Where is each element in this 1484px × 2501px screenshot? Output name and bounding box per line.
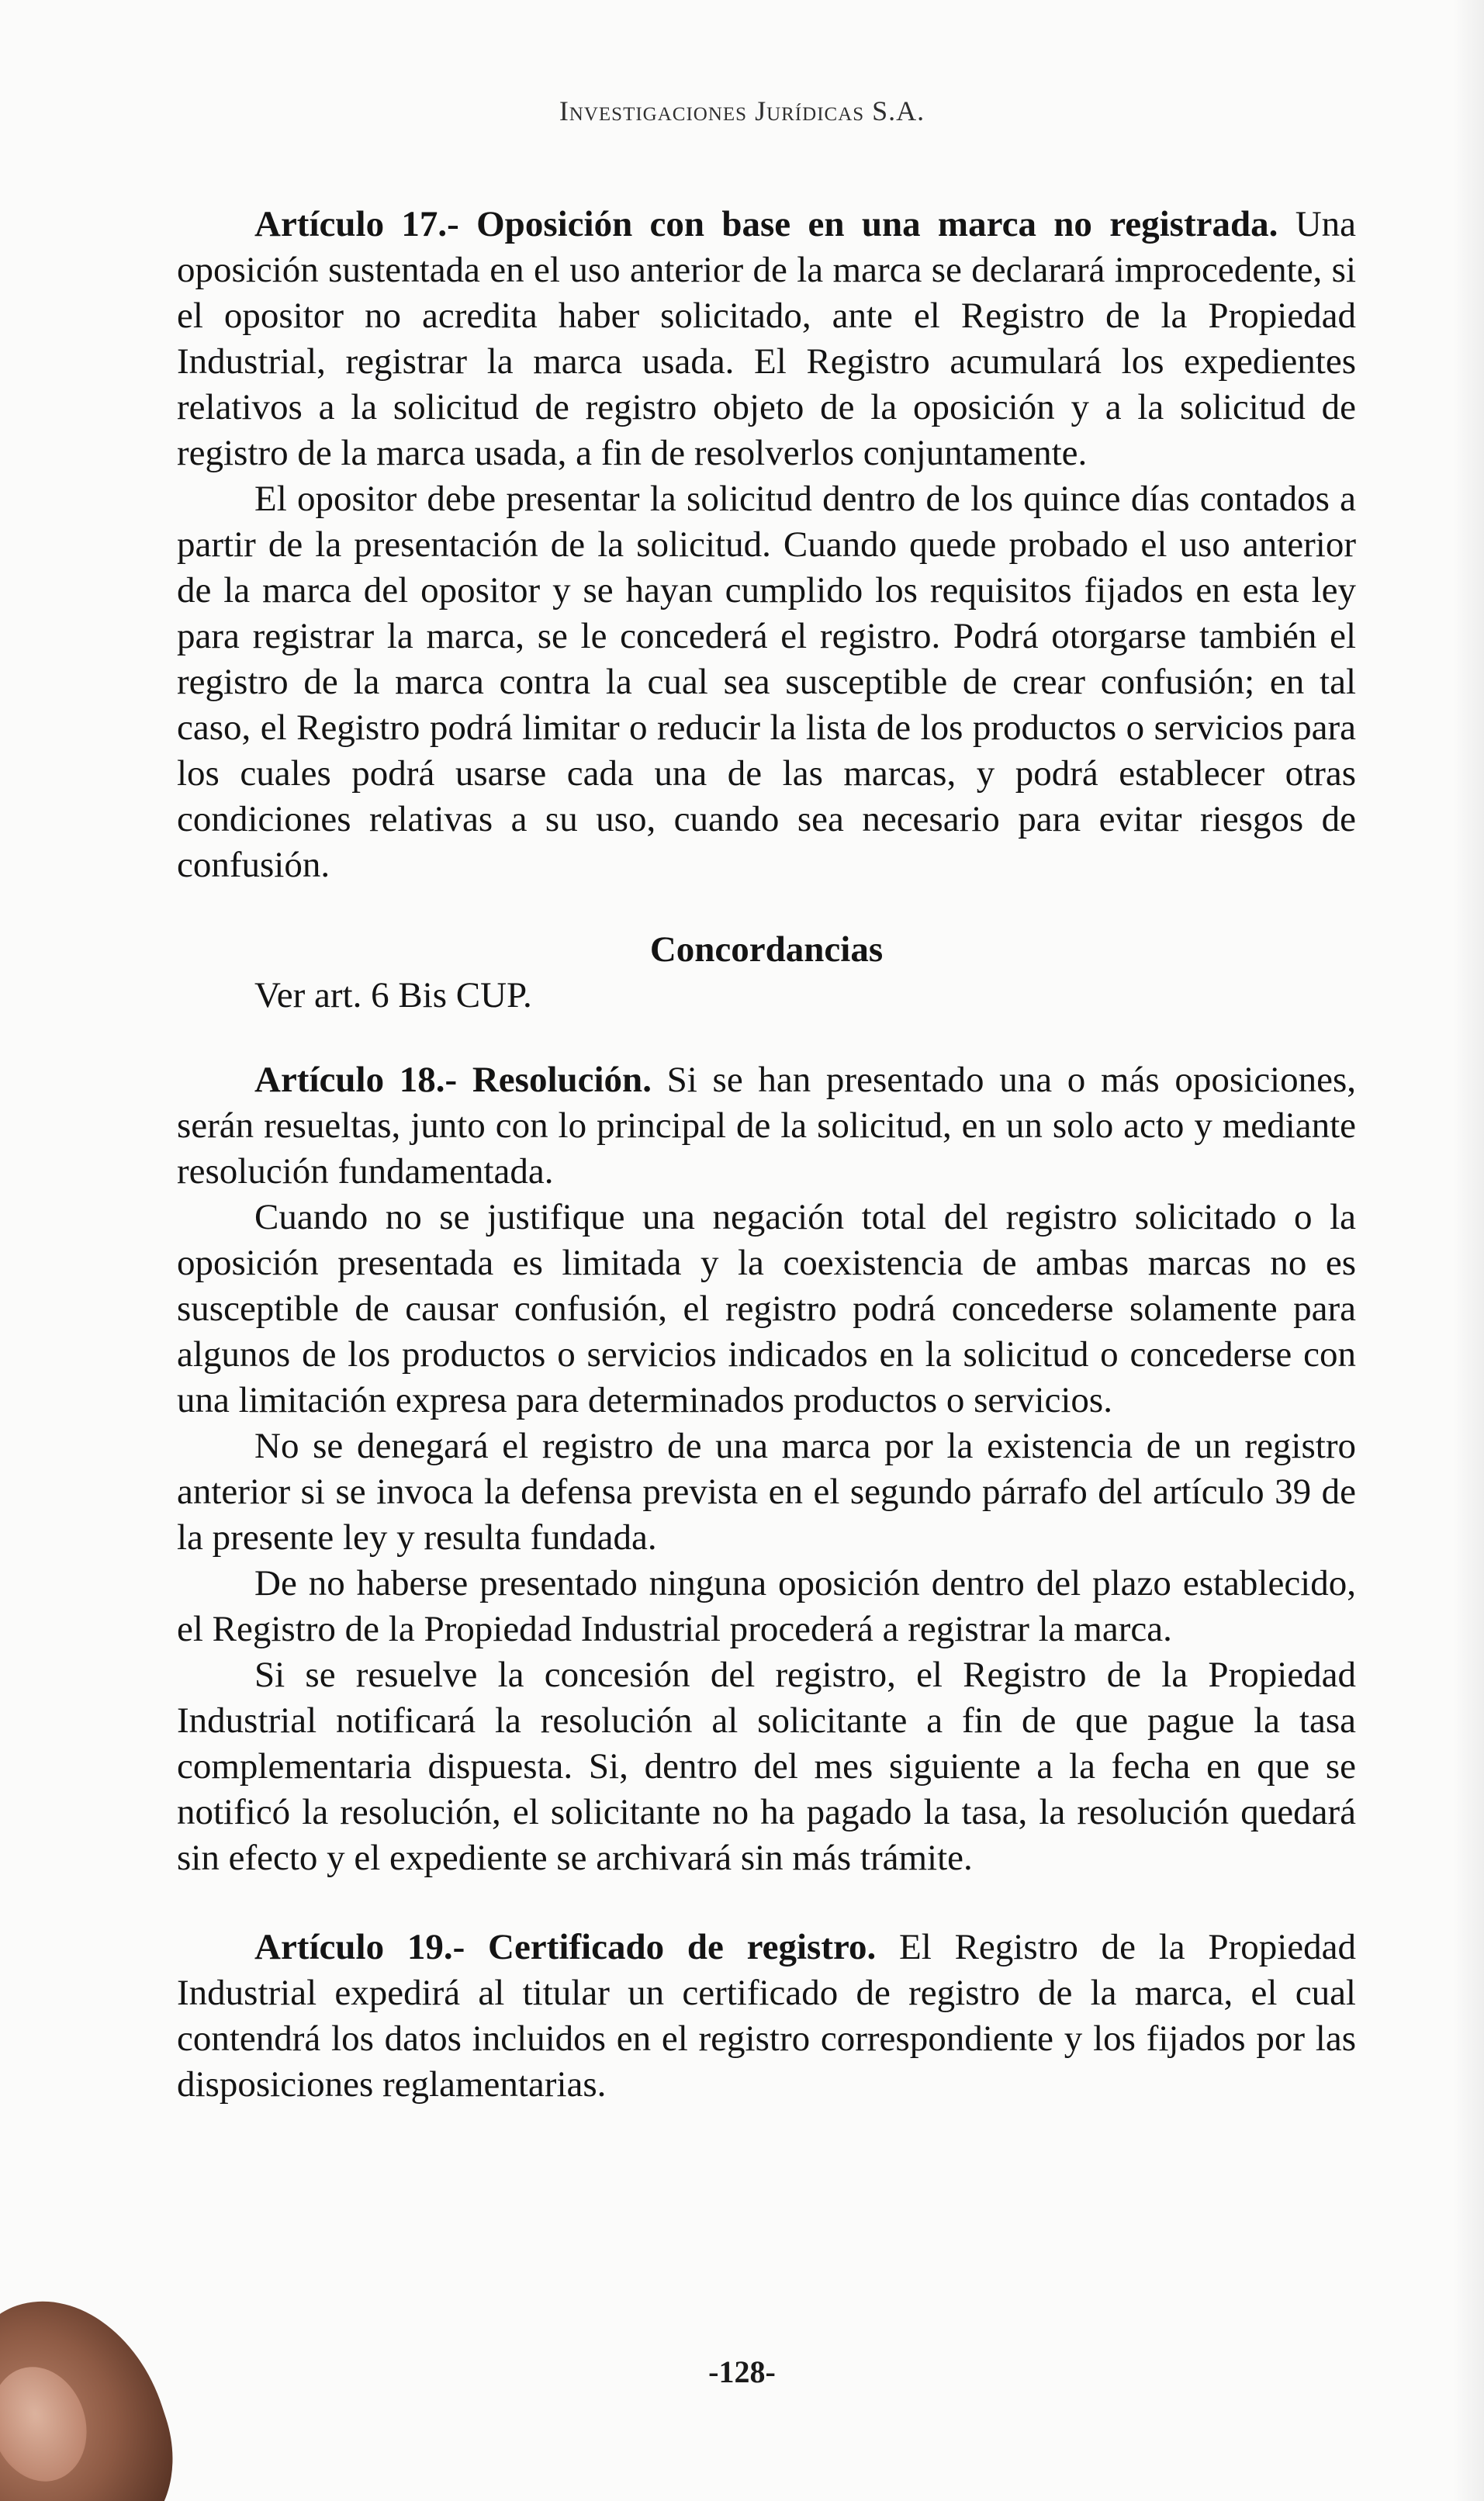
article-18-paragraph-1 (177, 1057, 1356, 1195)
page-body (177, 202, 1356, 2108)
article-18-paragraph-2: Cuando no se justifique una negación total del registro solicitado o la oposición presentada es limitada y la coexistencia de ambas marcas no es susceptible de causar confusión, el registro podrá concederse solamente para algunos de los productos o servicios indicados en la solicitud o concederse con una limitación expresa para determinados productos o servicios. (177, 1197, 1356, 1420)
concordancias-text: Ver art. 6 Bis CUP. (254, 975, 532, 1015)
article-17 (177, 202, 1356, 888)
article-19-heading: Artículo 19.- Certificado de registro. (254, 1927, 877, 1967)
article-17-paragraph-2: El opositor debe presentar la solicitud dentro de los quince días contados a partir de la presentación de la solicitud. Cuando quede probado el uso anterior de la marca del opositor y se hayan cumplido los requisitos fijados en esta ley para registrar la marca, se le concederá el registro. Podrá otorgarse también el registro de la marca contra la cual sea susceptible de crear confusión; en tal caso, el Registro podrá limitar o reducir la lista de los productos o servicios para los cuales podrá usarse cada una de las marcas, y podrá establecer otras condiciones relativas a su uso, cuando sea necesario para evitar riesgos de confusión. (177, 479, 1356, 885)
article-18-heading: Artículo 18.- Resolución. (254, 1060, 652, 1100)
concordancias-section (177, 927, 1356, 1019)
article-19-paragraph-1 (177, 1925, 1356, 2108)
article-17-paragraph-1 (177, 202, 1356, 476)
article-19 (177, 1925, 1356, 2108)
article-19-text-1: El Registro de la Propiedad Industrial expedirá al titular un certificado de registro de la marca, el cual contendrá los datos incluidos en el registro correspondiente y los fijados por las disposiciones reglamentarias. (177, 1927, 1357, 2105)
page-number: -128- (708, 2354, 776, 2389)
article-18-paragraph-5: Si se resuelve la concesión del registro, el Registro de la Propiedad Industrial notificará la resolución al solicitante a fin de que pague la tasa complementaria dispuesta. Si, dentro del mes siguiente a la fecha en que se notificó la resolución, el solicitante no ha pagado la tasa, la resolución quedará sin efecto y el expediente se archivará sin más trámite. (177, 1655, 1356, 1878)
article-18-paragraph-4: De no haberse presentado ninguna oposición dentro del plazo establecido, el Registro de la Propiedad Industrial procederá a registrar la marca. (177, 1563, 1356, 1649)
article-17-text-1: Una oposición sustentada en el uso anterior de la marca se declarará improcedente, si el opositor no acredita haber solicitado, ante el Registro de la Propiedad Industrial, registrar la marca usada. El Registro acumulará los expedientes relativos a la solicitud de registro objeto de la oposición y a la solicitud de registro de la marca usada, a fin de resolverlos conjuntamente. (177, 204, 1356, 473)
page-edge-shadow (1453, 0, 1484, 2501)
article-17-heading: Artículo 17.- Oposición con base en una marca no registrada. (254, 204, 1278, 244)
concordancias-title: Concordancias (649, 929, 884, 970)
article-18 (177, 1057, 1356, 1881)
article-18-paragraph-3: No se denegará el registro de una marca por la existencia de un registro anterior si se invoca la defensa prevista en el segundo párrafo del artículo 39 de la presente ley y resulta fundada. (177, 1426, 1356, 1558)
article-18-text-1: Si se han presentado una o más oposiciones, serán resueltas, junto con lo principal de la solicitud, en un solo acto y mediante resolución fundamentada. (177, 1060, 1357, 1192)
running-header: Investigaciones Jurídicas S.A. (559, 95, 925, 126)
